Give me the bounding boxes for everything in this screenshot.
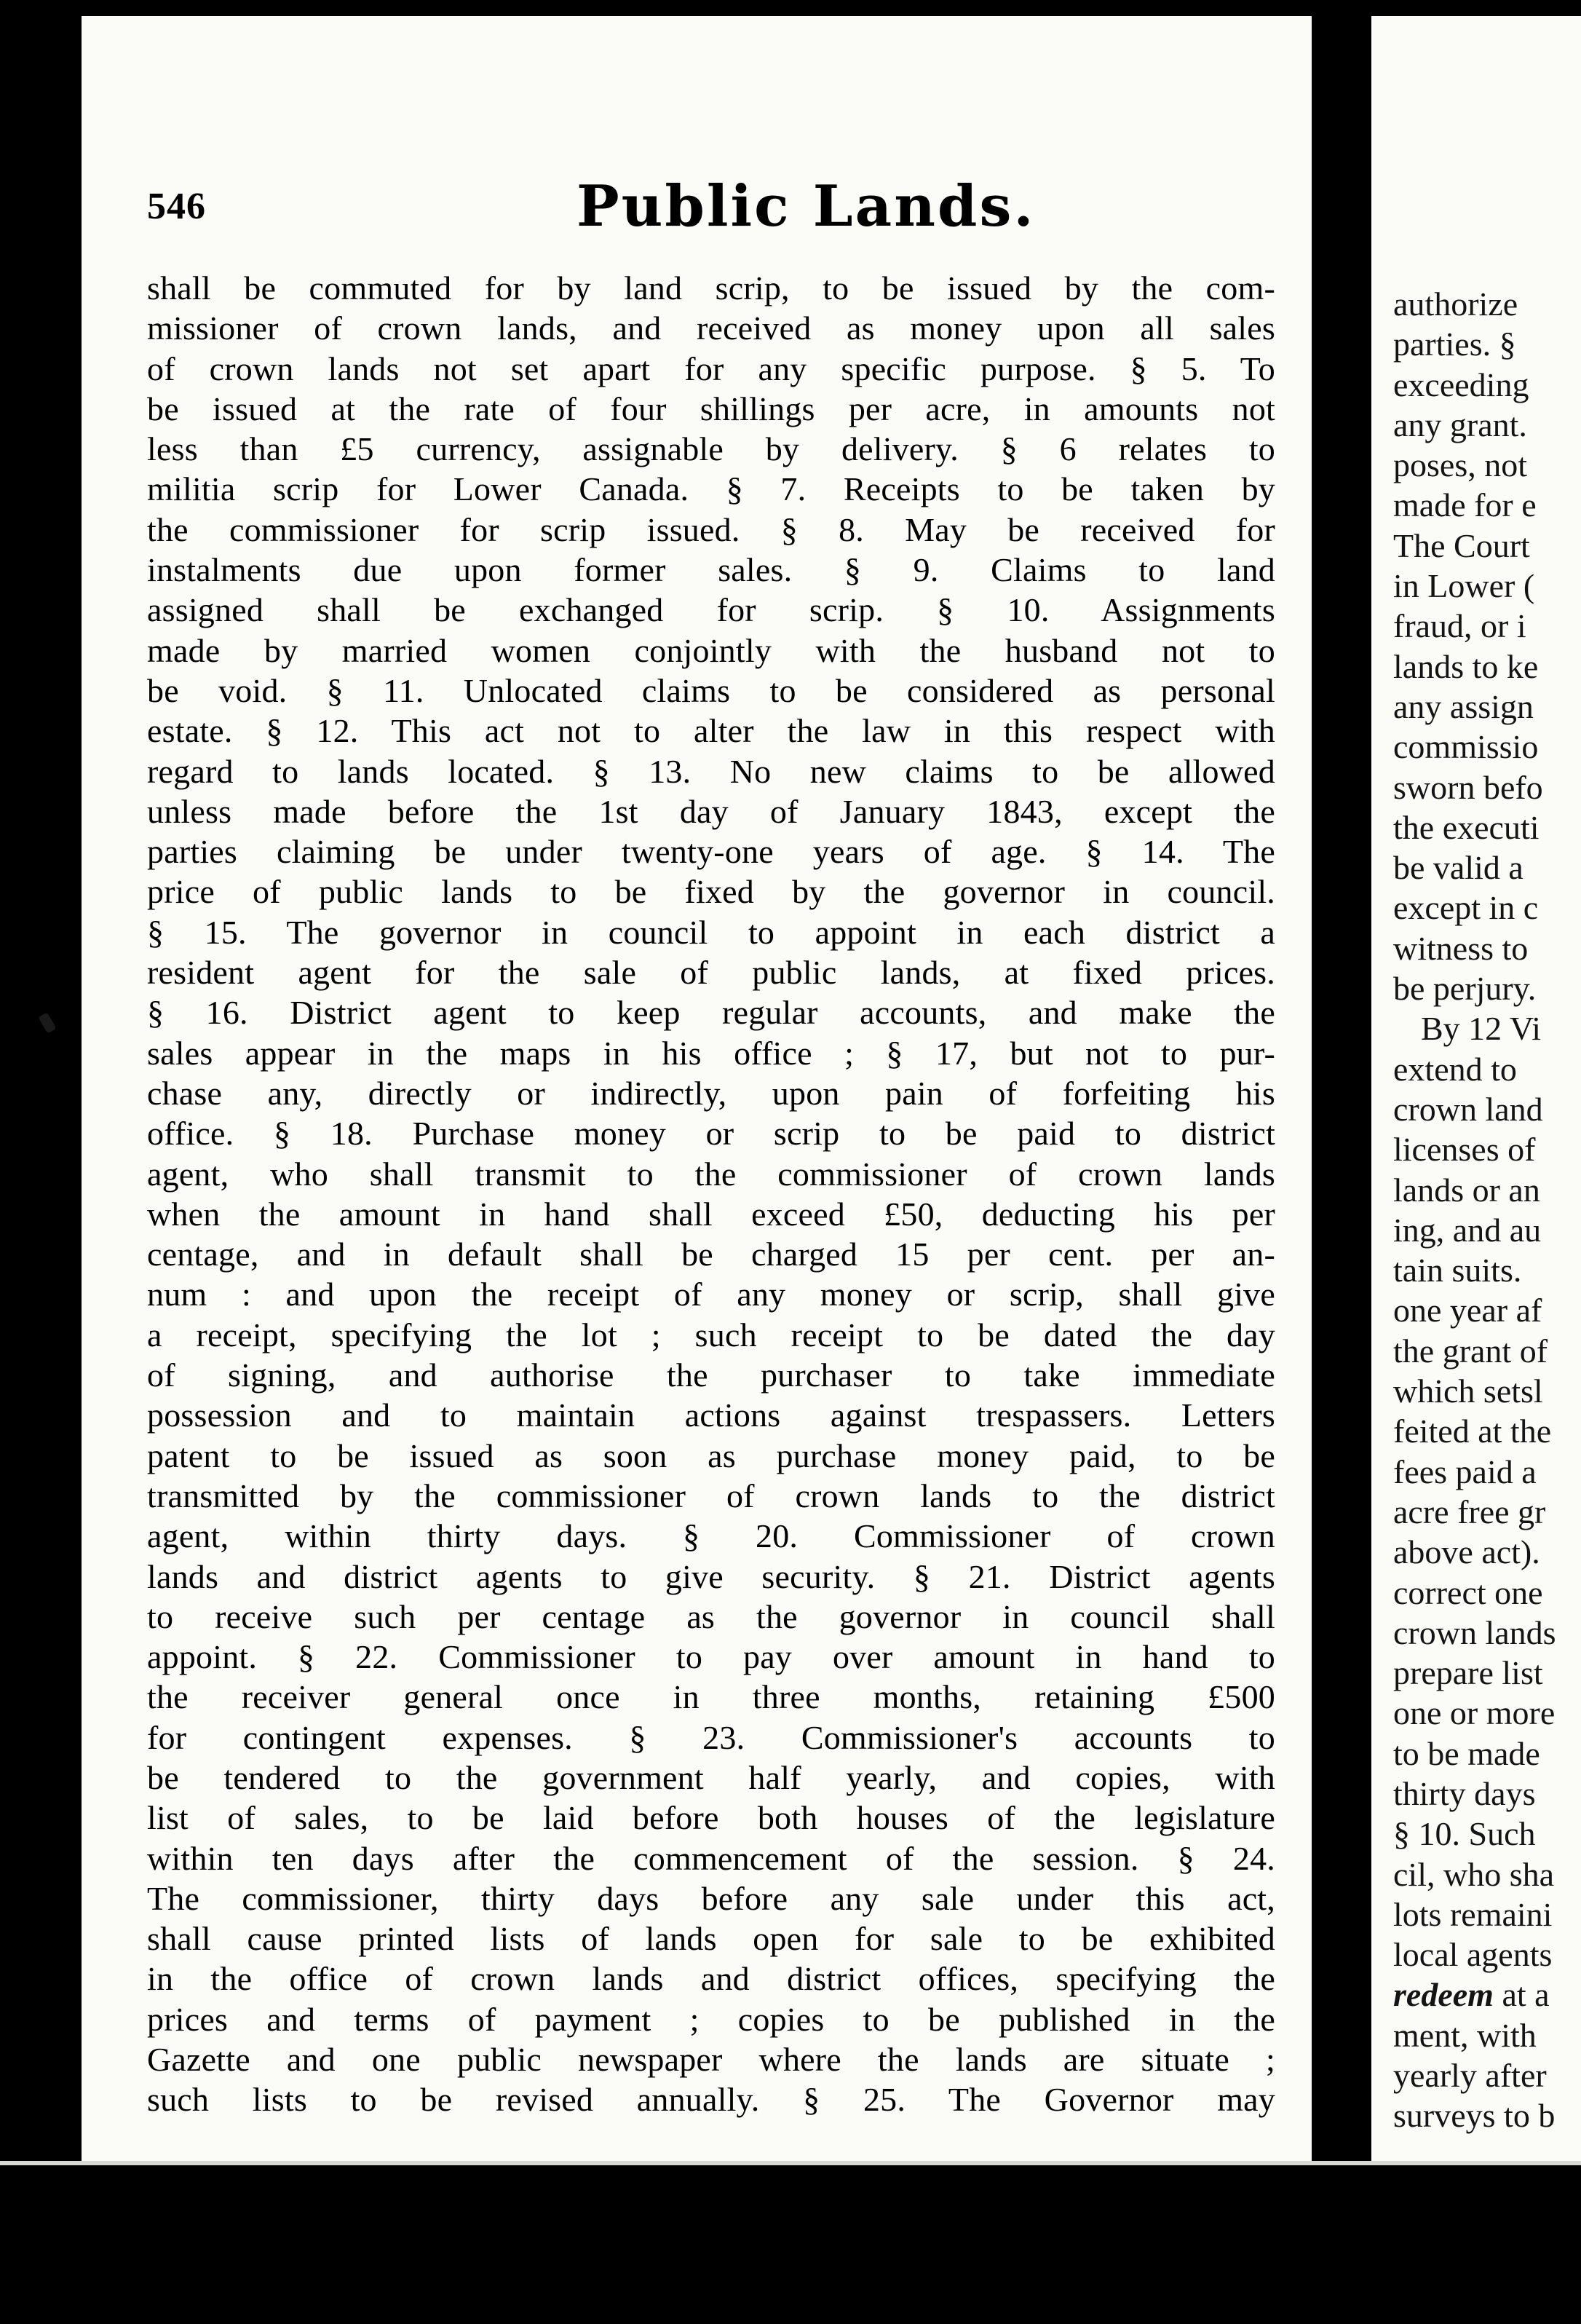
text-line: fraud, or i (1393, 607, 1526, 645)
text-line: be void. § 11. Unlocated claims to be considered as personal (147, 671, 1275, 709)
text-line: appoint. § 22. Commissioner to pay over amount in hand to (147, 1638, 1275, 1676)
text-line: shall cause printed lists of lands open for sale to be exhibited (147, 1920, 1275, 1958)
text-line: yearly after (1393, 2057, 1547, 2095)
text-line: to receive such per centage as the governor in council shall (147, 1597, 1275, 1635)
text-line: prepare list (1393, 1654, 1543, 1692)
text-line: regard to lands located. § 13. No new claims to be allowed (147, 752, 1275, 790)
text-line: ing, and au (1393, 1211, 1542, 1249)
text-line: extend to (1393, 1050, 1517, 1088)
text-line: chase any, directly or indirectly, upon pain of forfeiting his (147, 1074, 1275, 1112)
text-line: agent, who shall transmit to the commissioner of crown lands (147, 1155, 1275, 1193)
text-line: in the office of crown lands and district offices, specifying the (147, 1960, 1275, 1998)
text-line: of signing, and authorise the purchaser to take immediate (147, 1356, 1275, 1394)
text-line: prices and terms of payment ; copies to be published in the (147, 2000, 1275, 2038)
text-line: crown lands (1393, 1613, 1556, 1651)
text-line: missioner of crown lands, and received as money upon all sales (147, 309, 1275, 347)
text-line: The Court (1393, 526, 1530, 564)
bottom-rule (0, 2161, 1581, 2165)
text-line: transmitted by the commissioner of crown lands to the district (147, 1477, 1275, 1514)
text-line: cil, who sha (1393, 1855, 1555, 1893)
running-title: Public Lands. (576, 173, 1036, 240)
text-line: thirty days (1393, 1774, 1536, 1812)
text-line: be issued at the rate of four shillings per acre, in amounts not (147, 390, 1275, 427)
page-number: 546 (147, 186, 206, 227)
text-line: agent, within thirty days. § 20. Commissioner of crown (147, 1517, 1275, 1555)
text-line: crown land (1393, 1090, 1543, 1128)
text-line: which setsl (1393, 1372, 1543, 1410)
text-line: commissio (1393, 728, 1539, 766)
text-line: lots remaini (1393, 1895, 1553, 1933)
bottom-margin (0, 2170, 1581, 2324)
text-line: acre free gr (1393, 1493, 1546, 1530)
text-line: § 10. Such (1393, 1815, 1536, 1853)
text-line: feited at the (1393, 1412, 1552, 1450)
text-line: any assign (1393, 687, 1534, 725)
text-line: num : and upon the receipt of any money or scrip, shall give (147, 1276, 1275, 1313)
text-line: lands or an (1393, 1171, 1540, 1209)
text-line: one or more (1393, 1694, 1556, 1732)
text-line: in Lower ( (1393, 567, 1535, 605)
text-line: be valid a (1393, 849, 1523, 887)
text-line: such lists to be revised annually. § 25. The Governor may (147, 2081, 1275, 2119)
right-page-text-clip (1371, 16, 1581, 2165)
text-line: within ten days after the commencement of the session. § 24. (147, 1839, 1275, 1877)
text-line: shall be commuted for by land scrip, to be issued by the com- (147, 269, 1275, 307)
page-header (147, 169, 1239, 249)
text-line: above act). (1393, 1533, 1540, 1571)
text-line: lands to ke (1393, 647, 1539, 685)
text-line: unless made before the 1st day of January 1843, except the (147, 792, 1275, 830)
text-line: be perjury. (1393, 970, 1537, 1008)
text-line: assigned shall be exchanged for scrip. § 10. Assignments (147, 591, 1275, 629)
text-line: centage, and in default shall be charged 15 per cent. per an- (147, 1236, 1275, 1273)
margin-mark (38, 1012, 56, 1034)
text-line: exceeding (1393, 365, 1529, 403)
text-line: § 15. The governor in council to appoint in each district a (147, 913, 1275, 951)
text-line: made for e (1393, 486, 1537, 524)
text-line: list of sales, to be laid before both houses of the legislature (147, 1799, 1275, 1837)
text-line: § 16. District agent to keep regular accounts, and make the (147, 994, 1275, 1032)
text-line: when the amount in hand shall exceed £50, deducting his per (147, 1195, 1275, 1233)
text-line: tain suits. (1393, 1252, 1522, 1289)
text-line: to be made (1393, 1734, 1540, 1772)
text-line: the grant of (1393, 1332, 1548, 1370)
text-line: instalments due upon former sales. § 9. Claims to land (147, 551, 1275, 589)
text-line: the receiver general once in three months, retaining £500 (147, 1678, 1275, 1716)
text-line: of crown lands not set apart for any specific purpose. § 5. To (147, 349, 1275, 387)
text-line: sales appear in the maps in his office ; § 17, but not to pur- (147, 1034, 1275, 1072)
text-line: possession and to maintain actions against trespassers. Letters (147, 1396, 1275, 1434)
text-line: one year af (1393, 1292, 1542, 1329)
text-line: authorize (1393, 285, 1518, 323)
text-line: be tendered to the government half yearly, and copies, with (147, 1758, 1275, 1796)
text-line: parties. § (1393, 325, 1516, 363)
text-line: poses, not (1393, 446, 1527, 484)
text-line: made by married women conjointly with the husband not to (147, 631, 1275, 669)
text-line: local agents (1393, 1936, 1553, 1974)
text-line: witness to (1393, 929, 1529, 967)
text-line: By 12 Vi (1421, 1010, 1542, 1048)
text-line: parties claiming be under twenty-one years of age. § 14. The (147, 833, 1275, 871)
text-line: resident agent for the sale of public lands, at fixed prices. (147, 954, 1275, 992)
text-line: less than £5 currency, assignable by delivery. § 6 relates to (147, 430, 1275, 468)
text-line: The commissioner, thirty days before any sale under this act, (147, 1879, 1275, 1917)
text-line: a receipt, specifying the lot ; such receipt to be dated the day (147, 1316, 1275, 1353)
text-line: lands and district agents to give security. § 21. District agents (147, 1557, 1275, 1595)
text-line: for contingent expenses. § 23. Commissioner's accounts to (147, 1718, 1275, 1756)
text-line: price of public lands to be fixed by the governor in council. (147, 873, 1275, 911)
right-body-text (1393, 284, 1581, 2136)
text-line: the executi (1393, 808, 1540, 846)
text-line: estate. § 12. This act not to alter the law in this respect with (147, 712, 1275, 750)
text-line: office. § 18. Purchase money or scrip to be paid to district (147, 1115, 1275, 1153)
text-line: redeem at a (1393, 1976, 1550, 2014)
text-line: except in c (1393, 889, 1539, 927)
text-line: correct one (1393, 1573, 1543, 1611)
text-line: Gazette and one public newspaper where the lands are situate ; (147, 2041, 1275, 2079)
text-line: surveys to b (1393, 2097, 1556, 2135)
left-body-text (147, 268, 1275, 2120)
text-line: any grant. (1393, 406, 1527, 443)
text-line: licenses of (1393, 1131, 1536, 1169)
text-line: sworn befo (1393, 768, 1543, 806)
text-line: fees paid a (1393, 1452, 1537, 1490)
text-line: militia scrip for Lower Canada. § 7. Receipts to be taken by (147, 470, 1275, 508)
text-line: ment, with (1393, 2016, 1537, 2054)
text-line: the commissioner for scrip issued. § 8. May be received for (147, 510, 1275, 548)
text-line: patent to be issued as soon as purchase money paid, to be (147, 1436, 1275, 1474)
